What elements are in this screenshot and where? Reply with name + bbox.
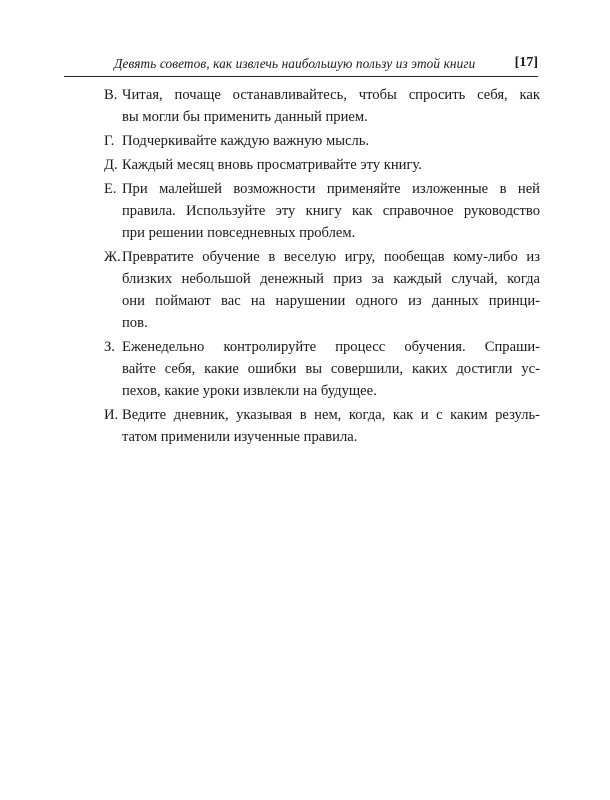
- list-item: [104, 404, 540, 448]
- list-item-letter: З.: [104, 339, 115, 355]
- tips-list: [104, 84, 540, 450]
- list-item-line: они поймают вас на нарушении одного из данных принци-: [122, 293, 540, 309]
- list-item-line: татом применили изученные правила.: [122, 429, 358, 445]
- list-item-line: правила. Используйте эту книгу как справочное руководство: [122, 203, 540, 219]
- list-item-line: при решении повседневных проблем.: [122, 225, 356, 241]
- list-item-line: Превратите обучение в веселую игру, пообещав кому-либо из: [122, 249, 540, 265]
- page-number: [17]: [514, 55, 538, 70]
- list-item-line: Ведите дневник, указывая в нем, когда, как и с каким резуль-: [122, 407, 540, 423]
- list-item-line: При малейшей возможности применяйте изложенные в ней: [122, 181, 540, 197]
- list-item-letter: Д.: [104, 157, 118, 173]
- list-item-line: Еженедельно контролируйте процесс обучения. Спраши-: [122, 339, 540, 355]
- list-item: [104, 130, 540, 152]
- list-item: [104, 84, 540, 128]
- list-item: [104, 246, 540, 334]
- list-item-line: пехов, какие уроки извлекли на будущее.: [122, 383, 377, 399]
- list-item-letter: Е.: [104, 181, 117, 197]
- list-item: [104, 336, 540, 402]
- list-item-line: вы могли бы применить данный прием.: [122, 109, 368, 125]
- list-item-letter: Г.: [104, 133, 115, 149]
- list-item-line: Подчеркивайте каждую важную мысль.: [122, 133, 370, 149]
- list-item: [104, 178, 540, 244]
- list-item-line: пов.: [122, 315, 148, 331]
- list-item-line: Каждый месяц вновь просматривайте эту книгу.: [122, 157, 422, 173]
- list-item-line: Читая, почаще останавливайтесь, чтобы спросить себя, как: [122, 87, 540, 103]
- list-item-letter: В.: [104, 87, 118, 103]
- list-item-letter: И.: [104, 407, 119, 423]
- list-item-line: вайте себя, какие ошибки вы совершили, каких достигли ус-: [122, 361, 540, 377]
- running-title: Девять советов, как извлечь наибольшую пользу из этой книги: [114, 56, 476, 71]
- running-head: [104, 52, 538, 74]
- header-rule: [64, 76, 538, 77]
- list-item-line: близких небольшой денежный приз за каждый случай, когда: [122, 271, 540, 287]
- list-item: [104, 154, 540, 176]
- list-item-letter: Ж.: [104, 249, 121, 265]
